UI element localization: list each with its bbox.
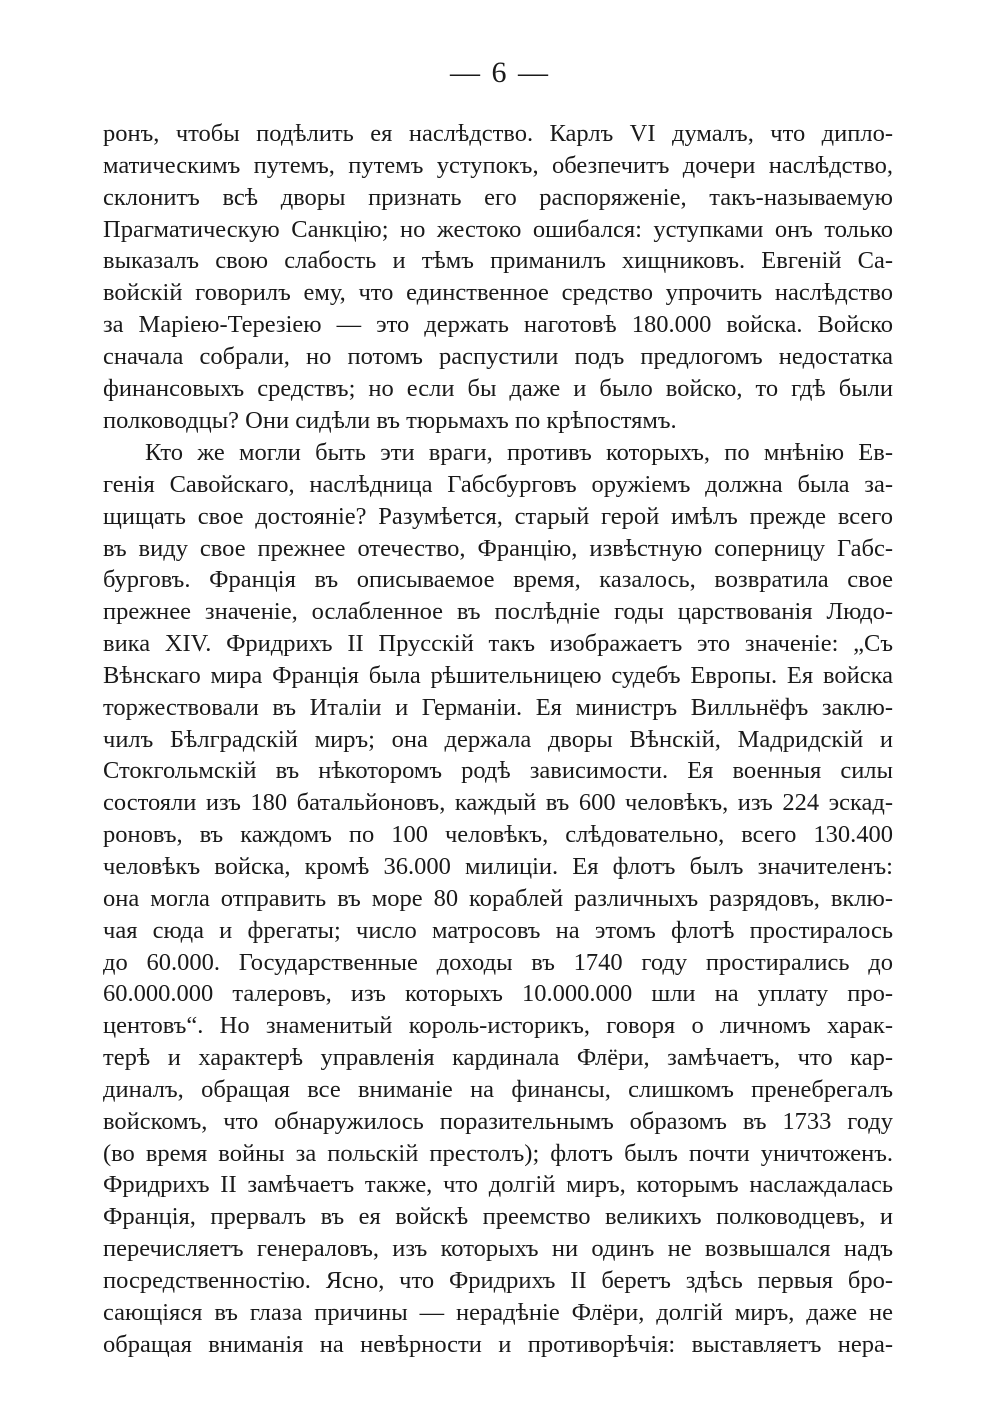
- text-line: состояли изъ 180 батальйоновъ, каждый въ 600 человѣкъ, изъ 224 эскад-: [103, 789, 893, 817]
- text-line: перечисляетъ генераловъ, изъ которыхъ ни одинъ не возвышался надъ: [103, 1235, 893, 1263]
- text-line: ронъ, чтобы подѣлить ея наслѣдство. Карлъ VI думалъ, что дипло-: [103, 120, 893, 147]
- text-line: роновъ, въ каждомъ по 100 человѣкъ, слѣдовательно, всего 130.400: [103, 821, 893, 849]
- text-line: войскій говорилъ ему, что единственное средство упрочить наслѣдство: [103, 279, 893, 307]
- text-line: она могла отправить въ море 80 кораблей различныхъ разрядовъ, вклю-: [103, 884, 893, 912]
- text-line: щищать свое достояніе? Разумѣется, старый герой имѣлъ прежде всего: [103, 502, 893, 530]
- text-line: матическимъ путемъ, путемъ уступокъ, обезпечитъ дочери наслѣдство,: [103, 151, 893, 179]
- text-line: посредственностію. Ясно, что Фридрихъ II беретъ здѣсь первыя бро-: [103, 1266, 893, 1294]
- text-line: до 60.000. Государственные доходы въ 1740 году простирались до: [103, 948, 893, 976]
- text-line: генія Савойскаго, наслѣдница Габсбурговъ оружіемъ должна была за-: [103, 470, 893, 498]
- page-number: — 6 —: [450, 56, 550, 89]
- text-line: вика XIV. Фридрихъ II Прусскій такъ изображаетъ это значеніе: „Съ: [103, 630, 893, 658]
- text-line: финансовыхъ средствъ; но если бы даже и было войско, то гдѣ были: [103, 374, 893, 402]
- text-line: Стокгольмскій въ нѣкоторомъ родѣ зависимости. Ея военныя силы: [103, 757, 893, 785]
- text-line: человѣкъ войска, кромѣ 36.000 милиціи. Ея флотъ былъ значителенъ:: [103, 852, 893, 880]
- text-line: торжествовали въ Италіи и Германіи. Ея министръ Вилльнёфъ заклю-: [103, 693, 893, 721]
- text-line: Кто же могли быть эти враги, противъ которыхъ, по мнѣнію Ев-: [145, 439, 893, 466]
- text-line: чилъ Бѣлградскій миръ; она держала дворы Вѣнскій, Мадридскій и: [103, 725, 893, 753]
- text-line: Франція, прервалъ въ ея войскѣ преемство великихъ полководцевъ, и: [103, 1203, 893, 1231]
- text-line: Фридрихъ II замѣчаетъ также, что долгій миръ, которымъ наслаждалась: [103, 1171, 893, 1199]
- text-line: бурговъ. Франція въ описываемое время, казалось, возвратила свое: [103, 566, 893, 594]
- text-line: за Маріею-Терезіею — это держать наготовѣ 180.000 войска. Войско: [103, 311, 893, 339]
- text-line: прежнее значеніе, ослабленное въ послѣдніе годы царствованія Людо-: [103, 598, 893, 626]
- text-line: терѣ и характерѣ управленія кардинала Флёри, замѣчаетъ, что кар-: [103, 1044, 893, 1072]
- text-line: обращая вниманія на невѣрности и противорѣчія: выставляетъ нера-: [103, 1330, 893, 1358]
- text-line: чая сюда и фрегаты; число матросовъ на этомъ флотѣ простиралось: [103, 916, 893, 944]
- text-line: (во время войны за польскій престолъ); флотъ былъ почти уничтоженъ.: [103, 1139, 893, 1167]
- text-line: Прагматическую Санкцію; но жестоко ошибался: уступками онъ только: [103, 215, 893, 243]
- text-line: склонитъ всѣ дворы признать его распоряженіе, такъ-называемую: [103, 183, 893, 211]
- text-line: войскомъ, что обнаружилось поразительнымъ образомъ въ 1733 году: [103, 1107, 893, 1135]
- text-line: сающіяся въ глаза причины — нерадѣніе Флёри, долгій миръ, даже не: [103, 1298, 893, 1326]
- text-line: въ виду свое прежнее отечество, Францію, извѣстную соперницу Габс-: [103, 534, 893, 562]
- text-line: 60.000.000 талеровъ, изъ которыхъ 10.000.000 шли на уплату про-: [103, 980, 893, 1008]
- paragraph-1: [103, 118, 893, 436]
- text-line: Вѣнскаго мира Франція была рѣшительницею судебъ Европы. Ея войска: [103, 661, 893, 689]
- text-line: сначала собрали, но потомъ распустили подъ предлогомъ недостатка: [103, 342, 893, 370]
- text-line: выказалъ свою слабость и тѣмъ приманилъ хищниковъ. Евгеній Са-: [103, 247, 893, 275]
- paragraph-2: [103, 437, 893, 1360]
- text-line: диналъ, обращая все вниманіе на финансы, слишкомъ пренебрегалъ: [103, 1075, 893, 1103]
- text-line: полководцы? Они сидѣли въ тюрьмахъ по крѣпостямъ.: [103, 406, 677, 434]
- text-line: центовъ“. Но знаменитый король-историкъ, говоря о личномъ харак-: [103, 1012, 893, 1040]
